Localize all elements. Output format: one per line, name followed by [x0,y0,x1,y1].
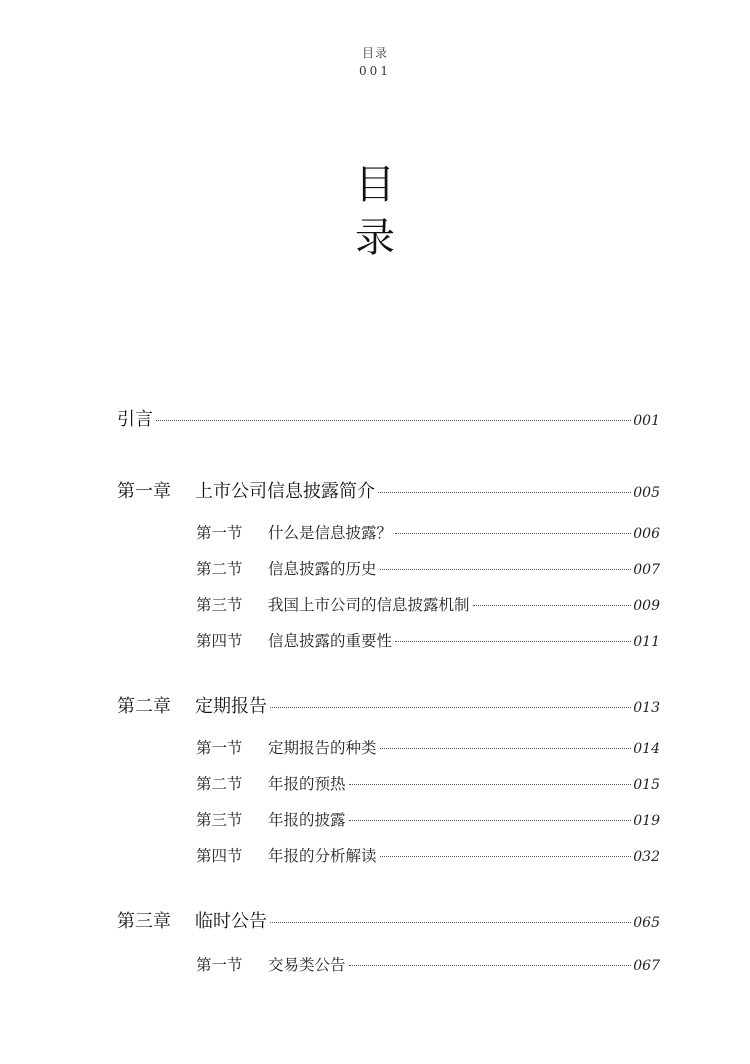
toc-entry-page: 014 [633,741,660,757]
toc-entry-title: 交易类公告 [268,956,346,974]
toc-entry-label: 第二节 [196,775,243,793]
toc-entry-page: 013 [633,700,660,716]
running-head-page-number: 001 [359,64,391,78]
toc-entry-section-1-2[interactable] [196,557,660,579]
running-head-title: 目录 [361,46,388,60]
toc-dot-leader [270,922,631,923]
toc-entry-page: 001 [633,413,660,429]
toc-entry-title: 上市公司信息披露简介 [195,481,375,502]
toc-entry-section-2-1[interactable] [196,736,660,758]
toc-dot-leader [380,856,632,857]
toc-entry-page: 009 [633,598,660,614]
toc-entry-page: 005 [633,485,660,501]
toc-entry-label: 第一节 [196,739,243,757]
page-title-char-1: 目 [355,162,395,208]
toc-entry-page: 007 [633,562,660,578]
toc-entry-title: 年报的披露 [268,811,346,829]
toc-dot-leader [380,748,632,749]
toc-entry-section-1-3[interactable] [196,593,660,615]
toc-entry-label: 第三节 [196,596,243,614]
toc-dot-leader [380,569,632,570]
page-title-char-2: 录 [355,215,395,261]
toc-entry-title: 定期报告 [195,696,267,717]
toc-dot-leader [349,820,632,821]
toc-entry-section-2-3[interactable] [196,808,660,830]
toc-entry-section-2-2[interactable] [196,772,660,794]
toc-entry-page: 065 [633,915,660,931]
toc-entry-title: 年报的分析解读 [268,847,377,865]
toc-entry-label: 第二章 [117,696,171,717]
toc-dot-leader [395,641,631,642]
toc-entry-section-1-1[interactable] [196,521,660,543]
toc-entry-page: 067 [633,958,660,974]
toc-entry-page: 006 [633,526,660,542]
toc-entry-title: 什么是信息披露？ [268,524,393,542]
toc-dot-leader [349,965,632,966]
toc-entry-chapter-3[interactable] [117,907,660,933]
toc-entry-label: 第一节 [196,524,243,542]
toc-dot-leader [270,707,631,708]
toc-entry-page: 015 [633,777,660,793]
toc-entry-section-1-4[interactable] [196,629,660,651]
toc-entry-section-3-1[interactable] [196,953,660,975]
toc-entry-label: 第三节 [196,811,243,829]
toc-dot-leader [395,533,631,534]
toc-entry-page: 032 [633,849,660,865]
toc-entry-page: 011 [633,634,660,650]
toc-entry-chapter-1[interactable] [117,477,660,503]
toc-entry-label: 第四节 [196,632,243,650]
toc-entry-intro[interactable] [117,405,660,431]
toc-entry-label: 第一章 [117,481,171,502]
toc-entry-title: 定期报告的种类 [268,739,377,757]
toc-entry-title: 年报的预热 [268,775,346,793]
toc-entry-label: 第三章 [117,911,171,932]
toc-entry-title: 信息披露的历史 [268,560,377,578]
toc-entry-label: 第二节 [196,560,243,578]
toc-entry-title: 临时公告 [195,911,267,932]
toc-dot-leader [378,492,631,493]
toc-entry-title: 信息披露的重要性 [268,632,393,650]
toc-entry-label: 第一节 [196,956,243,974]
toc-entry-title: 我国上市公司的信息披露机制 [268,596,470,614]
toc-entry-page: 019 [633,813,660,829]
toc-dot-leader [349,784,632,785]
toc-entry-chapter-2[interactable] [117,692,660,718]
toc-dot-leader [473,605,632,606]
toc-entry-label: 第四节 [196,847,243,865]
toc-entry-title: 引言 [117,409,153,430]
toc-entry-section-2-4[interactable] [196,844,660,866]
toc-dot-leader [156,420,631,421]
